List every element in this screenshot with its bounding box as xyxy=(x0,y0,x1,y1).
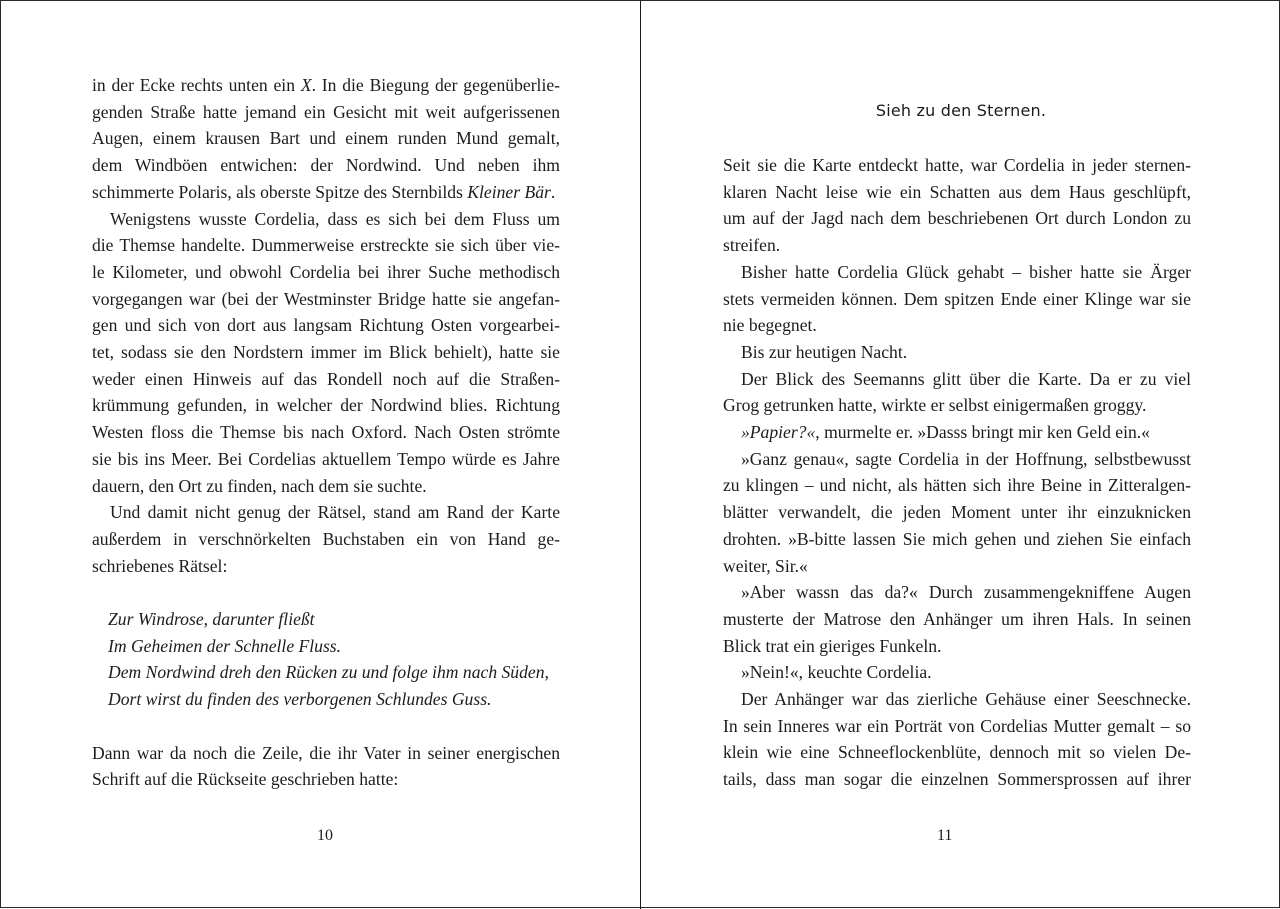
text-run: , murmelte er. »Dasss bringt mir ken Geld ein.« xyxy=(815,422,1150,443)
right-page xyxy=(641,1,1280,909)
paragraph xyxy=(723,339,1191,366)
text-run: Bisher hatte Cordelia Glück gehabt – bisher hatte sie Ärger xyxy=(741,261,1191,282)
italic-run: Kleiner Bär xyxy=(467,181,551,202)
text-line xyxy=(92,526,560,553)
page-number-right: 11 xyxy=(937,827,953,844)
text-run: stets vermeiden können. Dem spitzen Ende einer Klinge war sie xyxy=(723,288,1191,309)
text-line xyxy=(92,286,560,313)
text-line xyxy=(92,766,560,793)
text-line xyxy=(92,392,560,419)
paragraph xyxy=(723,366,1191,419)
text-line xyxy=(723,472,1191,499)
text-run: le Kilometer, und obwohl Cordelia bei ihrer Suche methodisch xyxy=(92,261,560,282)
text-run: Seit sie die Karte entdeckt hatte, war Cordelia in jeder sternen- xyxy=(723,155,1191,175)
text-run: Westen floss die Themse bis nach Oxford. Nach Osten strömte xyxy=(92,422,560,443)
text-line xyxy=(723,553,1191,580)
text-line xyxy=(92,72,560,99)
text-run: Der Anhänger war das zierliche Gehäuse einer Seeschnecke. xyxy=(741,689,1191,710)
text-run: dem Windböen entwichen: der Nordwind. Und neben ihm xyxy=(92,155,560,176)
text-line xyxy=(92,206,560,233)
text-line xyxy=(723,179,1191,206)
paragraph xyxy=(723,446,1191,580)
text-run: Schrift auf die Rückseite geschrieben hatte: xyxy=(92,769,399,790)
paragraph xyxy=(723,659,1191,686)
text-line xyxy=(723,312,1191,339)
left-page-body xyxy=(92,72,560,793)
text-run: sie bis ins Meer. Bei Cordelias aktuellem Tempo würde es Jahre xyxy=(92,448,560,469)
text-run: Grog getrunken hatte, wirkte er selbst einigermaßen groggy. xyxy=(723,395,1147,416)
text-run: weiter, Sir.« xyxy=(723,555,808,576)
text-line xyxy=(723,606,1191,633)
text-line xyxy=(723,633,1191,660)
text-run: In sein Inneres war ein Porträt von Cordelias Mutter gemalt – so xyxy=(723,715,1191,736)
text-run: gen und sich von dort aus langsam Richtung Osten vorgearbei- xyxy=(92,315,560,336)
text-run: um auf der Jagd nach dem beschriebenen Ort durch London zu xyxy=(723,208,1191,229)
text-run: krümmung gefunden, in welcher der Nordwind blies. Richtung xyxy=(92,395,560,416)
text-run: blätter verwandelt, die jeden Moment unter ihr einzuknicken xyxy=(723,502,1191,523)
text-line xyxy=(723,259,1191,286)
text-line xyxy=(92,499,560,526)
text-line xyxy=(723,392,1191,419)
text-run: Augen, einem krausen Bart und einem runden Mund gemalt, xyxy=(92,128,560,149)
text-line xyxy=(723,739,1191,766)
text-run: Der Blick des Seemanns glitt über die Karte. Da er zu viel xyxy=(741,368,1191,389)
text-line xyxy=(723,579,1191,606)
text-run: »Nein!«, keuchte Cordelia. xyxy=(741,662,932,683)
paragraph xyxy=(92,206,560,500)
text-line xyxy=(92,312,560,339)
text-line xyxy=(723,446,1191,473)
text-line xyxy=(723,366,1191,393)
text-run: nie begegnet. xyxy=(723,315,817,336)
paragraph xyxy=(723,419,1191,446)
text-run: »Aber wassn das da?« Durch zusammengekniffene Augen xyxy=(741,582,1191,603)
text-line xyxy=(92,553,560,580)
text-line xyxy=(92,179,560,206)
text-run: »Ganz genau«, sagte Cordelia in der Hoffnung, selbstbewusst xyxy=(741,448,1191,469)
text-line xyxy=(92,259,560,286)
text-line xyxy=(723,152,1191,179)
text-run: weder einen Hinweis auf das Rondell noch auf die Straßen- xyxy=(92,368,560,389)
text-run: dauern, den Ort zu finden, nach dem sie suchte. xyxy=(92,475,427,496)
text-run: . xyxy=(550,181,556,202)
text-run: klein wie eine Schneeflockenblüte, dennoch mit so vielen De- xyxy=(723,742,1191,763)
motto-line: Sieh zu den Sternen. xyxy=(875,101,1047,120)
text-run: klaren Nacht leise wie ein Schatten aus dem Haus geschlüpft, xyxy=(723,181,1191,202)
poem-line: Im Geheimen der Schnelle Fluss. xyxy=(108,635,342,656)
paragraph xyxy=(723,579,1191,659)
text-run: musterte der Matrose den Anhänger um ihren Hals. In seinen xyxy=(723,608,1191,629)
text-line xyxy=(92,152,560,179)
text-line xyxy=(723,499,1191,526)
text-line xyxy=(723,526,1191,553)
paragraph xyxy=(92,499,560,579)
text-line xyxy=(723,419,1191,446)
text-line xyxy=(92,446,560,473)
text-line xyxy=(92,232,560,259)
text-run: Wenigstens wusste Cordelia, dass es sich bei dem Fluss um xyxy=(110,208,560,229)
text-run: in der Ecke rechts unten ein xyxy=(92,75,301,95)
text-line xyxy=(723,713,1191,740)
text-run: drohten. »B-bitte lassen Sie mich gehen und ziehen Sie einfach xyxy=(723,528,1191,549)
left-page xyxy=(1,1,640,909)
text-line xyxy=(723,339,1191,366)
text-run: vorgegangen war (bei der Westminster Bridge hatte sie angefan- xyxy=(92,288,560,309)
page-number-left: 10 xyxy=(317,827,333,844)
text-line xyxy=(723,766,1191,793)
text-run: Blick trat ein gieriges Funkeln. xyxy=(723,635,942,656)
text-run: streifen. xyxy=(723,235,781,256)
text-line xyxy=(92,125,560,152)
text-run: schriebenes Rätsel: xyxy=(92,555,228,576)
poem-line: Zur Windrose, darunter fließt xyxy=(108,609,315,630)
text-run: die Themse handelte. Dummerweise erstreckte sie sich über vie- xyxy=(92,235,560,256)
poem-line: Dort wirst du finden des verborgenen Schlundes Guss. xyxy=(108,689,492,710)
text-run: Bis zur heutigen Nacht. xyxy=(741,341,908,362)
text-run: tails, dass man sogar die einzelnen Sommersprossen auf ihrer xyxy=(723,769,1191,790)
text-line xyxy=(92,740,560,767)
poem-line: Dem Nordwind dreh den Rücken zu und folge ihm nach Süden, xyxy=(108,662,549,683)
text-run: schimmerte Polaris, als oberste Spitze des Sternbilds xyxy=(92,181,468,202)
text-line xyxy=(92,419,560,446)
text-run: genden Straße hatte jemand ein Gesicht mit weit aufgerissenen xyxy=(92,101,560,122)
paragraph xyxy=(92,740,560,793)
text-run: außerdem in verschnörkelten Buchstaben ein von Hand ge- xyxy=(92,528,560,549)
text-run: tet, sodass sie den Nordstern immer im Blick behielt), hatte sie xyxy=(92,342,560,363)
text-line xyxy=(723,659,1191,686)
text-line xyxy=(723,286,1191,313)
text-run: Und damit nicht genug der Rätsel, stand am Rand der Karte xyxy=(110,502,560,523)
text-line xyxy=(92,473,560,500)
italic-run: »Papier?« xyxy=(741,422,816,443)
paragraph xyxy=(723,259,1191,339)
right-page-body xyxy=(723,152,1191,793)
text-line xyxy=(723,686,1191,713)
paragraph xyxy=(723,152,1191,259)
text-run: Dann war da noch die Zeile, die ihr Vater in seiner energischen xyxy=(92,742,560,763)
text-run: zu klingen – und nicht, als hätten sich ihre Beine in Zitteralgen- xyxy=(723,475,1191,496)
paragraph xyxy=(723,686,1191,793)
text-line xyxy=(92,99,560,126)
text-line xyxy=(92,339,560,366)
text-line xyxy=(92,366,560,393)
text-run: . In die Biegung der gegenüberlie- xyxy=(311,75,560,95)
riddle-poem xyxy=(108,606,560,713)
paragraph xyxy=(92,72,560,206)
text-line xyxy=(723,232,1191,259)
text-line xyxy=(723,205,1191,232)
italic-run: X xyxy=(300,75,312,95)
